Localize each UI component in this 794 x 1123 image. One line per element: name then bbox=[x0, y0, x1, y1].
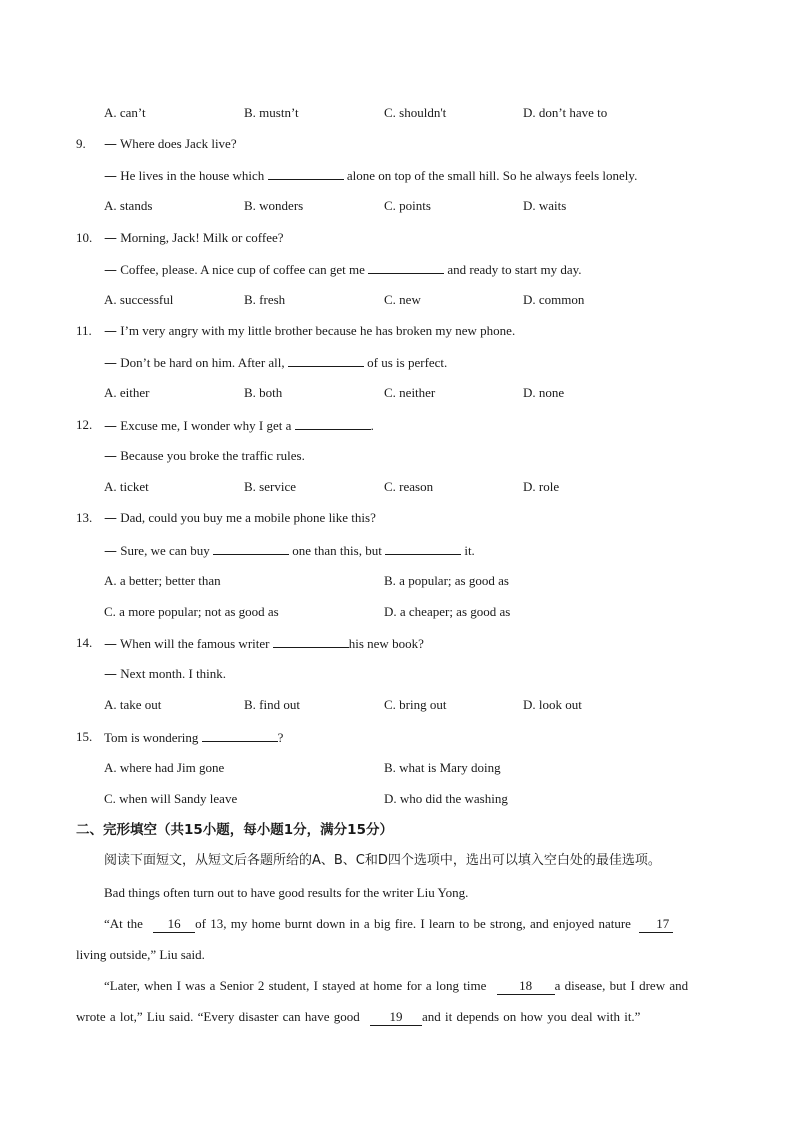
question-number: 14. bbox=[76, 635, 93, 650]
question-number: 13. bbox=[76, 510, 93, 525]
q9-option-a: A. stands bbox=[104, 198, 153, 213]
q13-option-d: D. a cheaper; as good as bbox=[384, 604, 511, 619]
q13-option-b: B. a popular; as good as bbox=[384, 573, 509, 588]
passage-paragraph-2: “At the 16 of 13, my home burnt down in a big fire. I learn to be strong, and enjoyed nature 17 bbox=[104, 916, 673, 933]
answer-blank bbox=[385, 542, 461, 555]
answer-blank bbox=[288, 354, 364, 367]
q14-option-c: C. bring out bbox=[384, 697, 447, 712]
question-number: 10. bbox=[76, 230, 93, 245]
question-line-2: — Because you broke the traffic rules. bbox=[104, 448, 305, 464]
q9-option-b: B. wonders bbox=[244, 198, 304, 213]
question-number: 11. bbox=[76, 323, 92, 338]
question-line-1: — I’m very angry with my little brother because he has broken my new phone. bbox=[104, 323, 516, 339]
blank-18: 18 bbox=[497, 978, 555, 995]
q9-option-c: C. points bbox=[384, 198, 431, 213]
question-number: 15. bbox=[76, 729, 93, 744]
blank-19: 19 bbox=[370, 1009, 422, 1026]
q13-option-c: C. a more popular; not as good as bbox=[104, 604, 279, 619]
passage-paragraph-3-cont: wrote a lot,” Liu said. “Every disaster can have good 19 and it depends on how you deal with it.” bbox=[76, 1009, 641, 1024]
section-instruction: 阅读下面短文，从短文后各题所给的A、B、C和D四个选项中，选出可以填入空白处的最佳选项。 bbox=[104, 853, 661, 868]
q12-option-b: B. service bbox=[244, 479, 296, 494]
question-line-1: — Where does Jack live? bbox=[104, 136, 237, 152]
q14-option-b: B. find out bbox=[244, 697, 300, 712]
q14-option-d: D. look out bbox=[523, 697, 582, 712]
q15-option-d: D. who did the washing bbox=[384, 791, 508, 806]
q11-option-b: B. both bbox=[244, 385, 283, 400]
answer-blank bbox=[295, 417, 371, 430]
q12-option-d: D. role bbox=[523, 479, 560, 494]
q15-option-c: C. when will Sandy leave bbox=[104, 791, 238, 806]
answer-blank bbox=[202, 729, 278, 742]
question-number: 12. bbox=[76, 417, 93, 432]
question-line-2: — Don’t be hard on him. After all, of us is perfect. bbox=[104, 355, 448, 371]
passage-paragraph-1: Bad things often turn out to have good results for the writer Liu Yong. bbox=[104, 885, 469, 900]
q15-option-b: B. what is Mary doing bbox=[384, 760, 501, 775]
answer-blank bbox=[213, 542, 289, 555]
q12-option-c: C. reason bbox=[384, 479, 434, 494]
question-line-1: — When will the famous writer his new book? bbox=[104, 636, 424, 652]
q10-option-a: A. successful bbox=[104, 292, 174, 307]
q11-option-a: A. either bbox=[104, 385, 150, 400]
question-line-2: — He lives in the house which alone on top of the small hill. So he always feels lonely. bbox=[104, 168, 638, 184]
answer-blank bbox=[273, 635, 349, 648]
q8-option-b: B. mustn’t bbox=[244, 105, 299, 120]
question-line-1: — Dad, could you buy me a mobile phone like this? bbox=[104, 510, 376, 526]
q11-option-c: C. neither bbox=[384, 385, 436, 400]
question-line-2: — Sure, we can buy one than this, but it. bbox=[104, 543, 475, 559]
question-line-1: Tom is wondering ? bbox=[104, 730, 284, 745]
passage-paragraph-2-cont: living outside,” Liu said. bbox=[76, 947, 205, 962]
q8-option-c: C. shouldn't bbox=[384, 105, 447, 120]
question-line-1: — Excuse me, I wonder why I get a . bbox=[104, 418, 374, 434]
question-line-1: — Morning, Jack! Milk or coffee? bbox=[104, 230, 284, 246]
q14-option-a: A. take out bbox=[104, 697, 162, 712]
q12-option-a: A. ticket bbox=[104, 479, 149, 494]
answer-blank bbox=[268, 167, 344, 180]
section-title: 二、完形填空（共15小题，每小题1分，满分15分） bbox=[76, 822, 393, 838]
answer-blank bbox=[368, 261, 444, 274]
blank-17: 17 bbox=[639, 916, 673, 933]
q10-option-c: C. new bbox=[384, 292, 421, 307]
passage-paragraph-3: “Later, when I was a Senior 2 student, I stayed at home for a long time 18 a disease, but I drew and bbox=[104, 978, 689, 993]
q8-option-d: D. don’t have to bbox=[523, 105, 608, 120]
blank-16: 16 bbox=[153, 916, 195, 933]
q11-option-d: D. none bbox=[523, 385, 565, 400]
question-line-2: — Coffee, please. A nice cup of coffee can get me and ready to start my day. bbox=[104, 262, 582, 278]
q15-option-a: A. where had Jim gone bbox=[104, 760, 225, 775]
q13-option-a: A. a better; better than bbox=[104, 573, 221, 588]
question-line-2: — Next month. I think. bbox=[104, 666, 227, 682]
q10-option-d: D. common bbox=[523, 292, 585, 307]
question-number: 9. bbox=[76, 136, 86, 151]
q10-option-b: B. fresh bbox=[244, 292, 286, 307]
q8-option-a: A. can’t bbox=[104, 105, 146, 120]
q9-option-d: D. waits bbox=[523, 198, 567, 213]
